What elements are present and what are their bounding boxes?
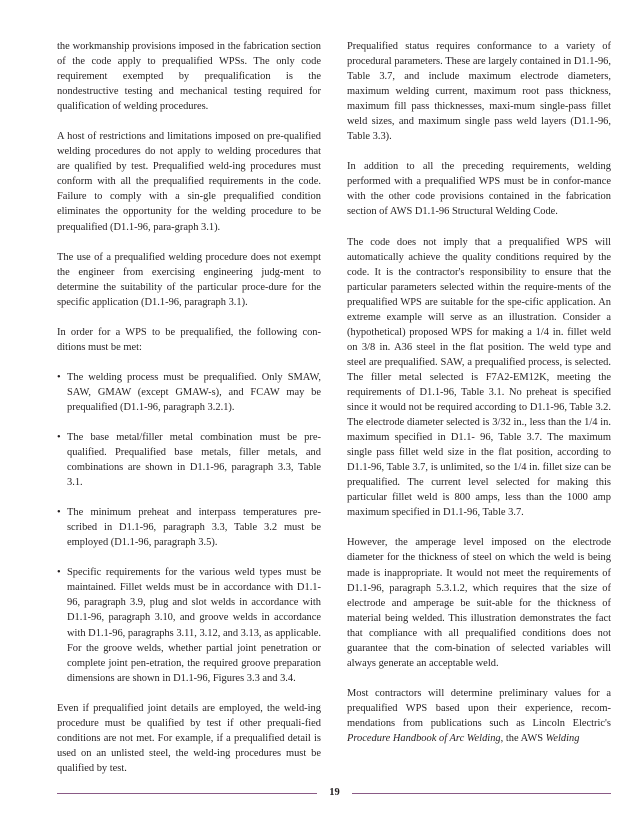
paragraph: In order for a WPS to be prequalified, the following con-ditions must be met: [57, 326, 321, 353]
right-column [347, 39, 611, 746]
left-column [57, 39, 321, 776]
prequalification-conditions-list [57, 370, 321, 686]
paragraph: In addition to all the preceding requirements, welding performed with a prequalified WPS must be in confor-mance with the other code provisions contained in the fabrication section of AWS D1.1-96 Structural Welding Code. [347, 161, 611, 218]
list-item: • The base metal/filler metal combination must be pre-qualified. Prequalified base metals, filler metals, and combinations are shown in D1.1-96, paragraph 3.3, Table 3.1. [57, 430, 321, 490]
list-item: • Specific requirements for the various weld types must be maintained. Fillet welds must be in accordance with D1.1-96, paragraph 3.9, plug and slot welds in accordance with D1.1-96, paragraph 3.10, and groove welds in accordance with D1.1-96, paragraphs 3.11, 3.12, and 3.13, as applicable. For the groove welds, whether partial joint penetration or complete joint pen-etration, the required groove preparation dimensions are shown in D1.1-96, Figures 3.3 and 3.4. [57, 565, 321, 685]
paragraph: Even if prequalified joint details are employed, the weld-ing procedure must be qualified by test if other prequali-fied conditions are not met. For example, if a prequalified detail is used on an unlisted steel, the weld-ing procedures must be qualified by test. [57, 702, 321, 774]
book-title: Procedure Handbook of Arc Welding [347, 732, 501, 744]
text-run: , the AWS [500, 732, 546, 744]
paragraph: The code does not imply that a prequalified WPS will automatically achieve the quality conditions required by the code. It is the contractor's responsibility to ensure that the particular parameters selected within the require-ments of the prequalified WPS are suitable for the spe-cific application. An extreme example will serve as an illustration. Consider a (hypothetical) proposed WPS for making a 1/4 in. fillet weld on 3/8 in. A36 steel in the flat position. The weld type and steel are prequalified. SAW, a prequalified process, is selected. The filler metal selected is F7A2-EM12K, meeting the requirements of D1.1-96, Table 3.1. No preheat is specified since it would not be required according to D1.1-96, Table 3.2. The electrode diameter selected is 3/32 in., less than the 1/4 in. maximum specified in D1.1- 96, Table 3.7. The maximum single pass fillet weld size in the flat position, according to D1.1-96, Table 3.7, is unlimited, so the 1/4 in. fillet size can be prequalified. The current level selected for making this particular fillet weld is 800 amps, less than the 1000 amp maximum specified in D1.1-96, Table 3.7. [347, 236, 611, 519]
paragraph: The use of a prequalified welding procedure does not exempt the engineer from exercising engineering judg-ment to determine the suitability of the particular proce-dure for the specific application (D1.1-96, paragraph 3.1). [57, 251, 321, 308]
list-item: • The minimum preheat and interpass temperatures pre-scribed in D1.1-96, paragraph 3.3, Table 3.2 must be employed (D1.1-96, paragraph 3.5). [57, 505, 321, 550]
book-title: Welding [545, 732, 580, 744]
paragraph: A host of restrictions and limitations imposed on pre-qualified welding procedures do not apply to welding procedures that are qualified by test. Prequalified weld-ing procedures must conform with all the prequalified requirements in the code. Failure to comply with a sin-gle prequalified condition eliminates the opportunity for the welding procedure to be prequalified (D1.1-96, para-graph 3.1). [57, 131, 321, 233]
list-item: • The welding process must be prequalified. Only SMAW, SAW, GMAW (except GMAW-s), and FCAW may be prequalified (D1.1-96, paragraph 3.2.1). [57, 370, 321, 415]
paragraph: the workmanship provisions imposed in the fabrication section of the code apply to prequalified WPSs. The only code requirement exempted by prequalification is the nondestructive testing and mechanical testing required for qualification of welding procedures. [57, 41, 321, 113]
paragraph [347, 686, 611, 746]
paragraph: Prequalified status requires conformance to a variety of procedural parameters. These are largely contained in D1.1-96, Table 3.7, and include maximum electrode diameters, maximum welding current, maximum root pass thickness, maximum fill pass thicknesses, maxi-mum single-pass fillet weld sizes, and maximum single pass weld layers (D1.1-96, Table 3.3). [347, 41, 611, 143]
text-run: Most contractors will determine preliminary values for a prequalified WPS based upon their experience, recom-mendations from publications such as Lincoln Electric's [347, 687, 611, 729]
paragraph: However, the amperage level imposed on the electrode diameter for the thickness of steel on which the weld is being made is inappropriate. It would not meet the requirements of D1.1-96, paragraph 5.3.1.2, which requires that the size of electrode and amperage be suit-able for the thickness of material being welded. This illustration demonstrates the fact that compliance with all prequalified conditions does not guarantee that the com-bination of selected variables will always generate an acceptable weld. [347, 537, 611, 669]
footer-rule-right [352, 793, 611, 794]
page-number: 19 [329, 787, 340, 798]
footer-rule-left [57, 793, 317, 794]
